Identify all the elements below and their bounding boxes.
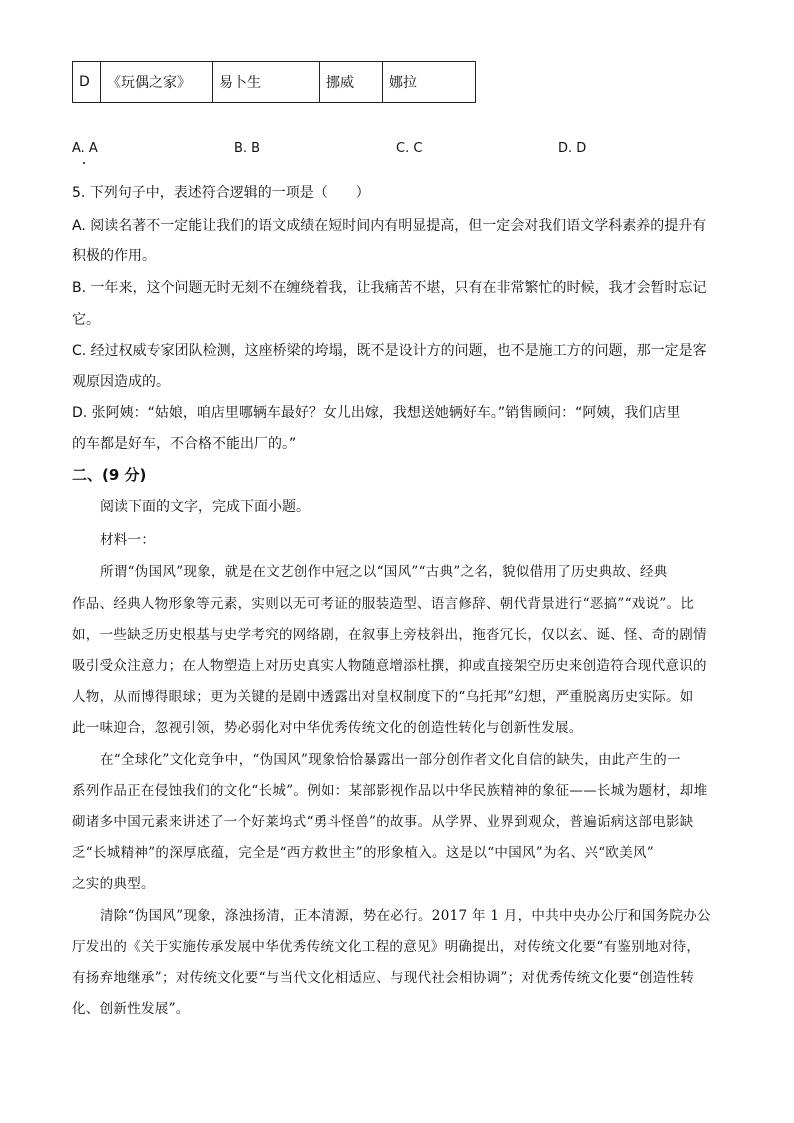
paragraph-line: 如，一些缺乏历史根基与史学考究的网络剧，在叙事上旁枝斜出，拖沓冗长，仅以玄、诞、怪、奇的剧情 [72, 627, 707, 643]
section-instruction: 阅读下面的文字，完成下面小题。 [100, 499, 310, 515]
stray-dot [83, 162, 85, 164]
section-heading: 二、(9 分) [72, 466, 147, 484]
option-d-line: 的车都是好车，不合格不能出厂的。” [72, 436, 297, 452]
option-a-line: 积极的作用。 [72, 248, 156, 264]
paragraph-line: 之实的典型。 [72, 876, 155, 892]
paragraph-line: 有扬弃地继承”；对传统文化要“与当代文化相适应、与现代社会相协调”；对优秀传统文化要“创造性转 [72, 970, 695, 986]
table-cell-character: 娜拉 [383, 62, 476, 103]
choice-b: B. B [234, 141, 261, 156]
paragraph-line: 系列作品正在侵蚀我们的文化“长城”。例如：某部影视作品以中华民族精神的象征——长城为题材，却堆 [72, 783, 708, 799]
paragraph-line: 砌诸多中国元素来讲述了一个好莱坞式“勇斗怪兽”的故事。从学界、业界到观众，普遍诟病这部电影缺 [72, 814, 694, 830]
paragraph-line: 清除“伪国风”现象，涤浊扬清，正本清源，势在必行。2017 年 1 月，中共中央办公厅和国务院办公 [100, 908, 711, 924]
option-c-line: 观原因造成的。 [72, 374, 170, 390]
option-a-line: A. 阅读名著不一定能让我们的语文成绩在短时间内有明显提高，但一定会对我们语文学科素养的提升有 [72, 218, 707, 234]
paragraph-line: 化、创新性发展”。 [72, 1001, 190, 1017]
option-b-line: B. 一年来，这个问题无时无刻不在缠绕着我，让我痛苦不堪，只有在非常繁忙的时候，我才会暂时忘记 [72, 280, 707, 296]
paragraph-line: 人物，从而博得眼球；更为关键的是剧中透露出对皇权制度下的“乌托邦”幻想，严重脱离历史实际。如 [72, 689, 694, 705]
choice-c: C. C [396, 141, 423, 156]
paragraph-line: 厅发出的《关于实施传承发展中华优秀传统文化工程的意见》明确提出，对传统文化要“有鉴别地对待， [72, 939, 701, 955]
table-cell-country: 挪威 [320, 62, 383, 103]
question-stem: 5. 下列句子中，表述符合逻辑的一项是（ ） [72, 185, 370, 201]
table-row [73, 62, 476, 103]
material-label: 材料一： [100, 532, 156, 548]
option-d-line: D. 张阿姨：“姑娘，咱店里哪辆车最好？女儿出嫁，我想送她辆好车。”销售顾问：“阿姨，我们店里 [72, 405, 681, 421]
option-table [72, 61, 476, 103]
paragraph-line: 乏“长城精神”的深厚底蕴，完全是“西方救世主”的形象植入。这是以“中国风”为名、兴“欧美风” [72, 845, 655, 861]
paragraph-line: 作品、经典人物形象等元素，实则以无可考证的服装造型、语言修辞、朝代背景进行“恶搞”“戏说”。比 [72, 596, 695, 612]
choice-a: A. A [72, 141, 98, 156]
option-c-line: C. 经过权威专家团队检测，这座桥梁的垮塌，既不是设计方的问题，也不是施工方的问题，那一定是客 [72, 343, 707, 359]
table-cell-author: 易卜生 [213, 62, 320, 103]
table-cell-option: D [73, 62, 101, 103]
paragraph-line: 在“全球化”文化竞争中，“伪国风”现象恰恰暴露出一部分创作者文化自信的缺失，由此产生的一 [100, 752, 681, 768]
paragraph-line: 吸引受众注意力；在人物塑造上对历史真实人物随意增添杜撰，抑或直接架空历史来创造符合现代意识的 [72, 658, 707, 674]
option-b-line: 它。 [72, 312, 100, 328]
table-cell-work: 《玩偶之家》 [101, 62, 213, 103]
paragraph-line: 此一味迎合，忽视引领，势必弱化对中华优秀传统文化的创造性转化与创新性发展。 [72, 720, 583, 736]
choice-d: D. D [558, 141, 587, 156]
answer-choices [0, 141, 794, 161]
paragraph-line: 所谓“伪国风”现象，就是在文艺创作中冠之以“国风”“古典”之名，貌似借用了历史典故、经典 [100, 564, 668, 580]
